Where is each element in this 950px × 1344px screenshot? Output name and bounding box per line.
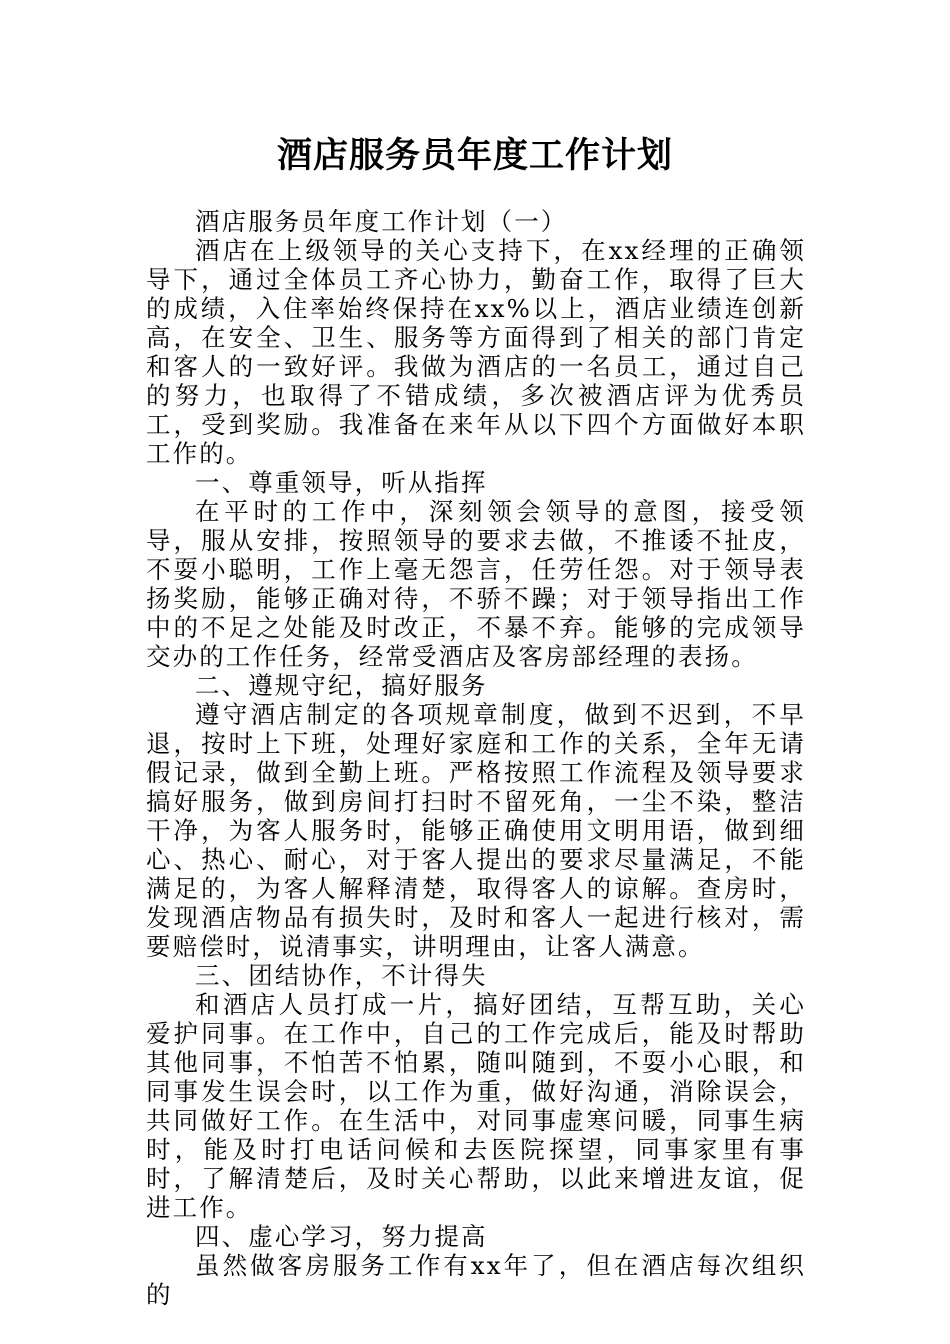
section-heading-4: 四、虚心学习，努力提高: [195, 1222, 488, 1251]
section-paragraph-1: 在平时的工作中，深刻领会领导的意图，接受领导，服从安排，按照领导的要求去做，不推诿不扯皮，不耍小聪明，工作上毫无怨言，任劳任怨。对于领导表扬奖励，能够正确对待，不骄不躁；对于领导指出工作中的不足之处能及时改正，不暴不弃。能够的完成领导交办的工作任务，经常受酒店及客房部经理的表扬。: [146, 497, 806, 671]
subtitle-line: 酒店服务员年度工作计划（一）: [195, 207, 568, 236]
section-heading-3: 三、团结协作，不计得失: [195, 961, 488, 990]
section-paragraph-2: 遵守酒店制定的各项规章制度，做到不迟到，不早退，按时上下班，处理好家庭和工作的关系，全年无请假记录，做到全勤上班。严格按照工作流程及领导要求搞好服务，做到房间打扫时不留死角，一尘不染，整洁干净，为客人服务时，能够正确使用文明用语，做到细心、热心、耐心，对于客人提出的要求尽量满足，不能满足的，为客人解释清楚，取得客人的谅解。查房时，发现酒店物品有损失时，及时和客人一起进行核对，需要赔偿时，说清事实，讲明理由，让客人满意。: [146, 700, 806, 961]
section-paragraph-3: 和酒店人员打成一片，搞好团结，互帮互助，关心爱护同事。在工作中，自己的工作完成后，能及时帮助其他同事，不怕苦不怕累，随叫随到，不耍小心眼，和同事发生误会时，以工作为重，做好沟通，消除误会，共同做好工作。在生活中，对同事虚寒问暖，同事生病时，能及时打电话问候和去医院探望，同事家里有事时，了解清楚后，及时关心帮助，以此来增进友谊，促进工作。: [146, 990, 806, 1222]
document-body: [146, 207, 806, 1309]
section-paragraph-4: 虽然做客房服务工作有xx年了，但在酒店每次组织的: [146, 1251, 806, 1309]
section-heading-1: 一、尊重领导，听从指挥: [195, 468, 488, 497]
intro-paragraph: 酒店在上级领导的关心支持下，在xx经理的正确领导下，通过全体员工齐心协力，勤奋工作，取得了巨大的成绩，入住率始终保持在xx%以上，酒店业绩连创新高，在安全、卫生、服务等方面得到了相关的部门肯定和客人的一致好评。我做为酒店的一名员工，通过自己的努力，也取得了不错成绩，多次被酒店评为优秀员工，受到奖励。我准备在来年从以下四个方面做好本职工作的。: [146, 236, 806, 468]
document-title: 酒店服务员年度工作计划: [276, 135, 673, 176]
section-heading-2: 二、遵规守纪，搞好服务: [195, 671, 488, 700]
